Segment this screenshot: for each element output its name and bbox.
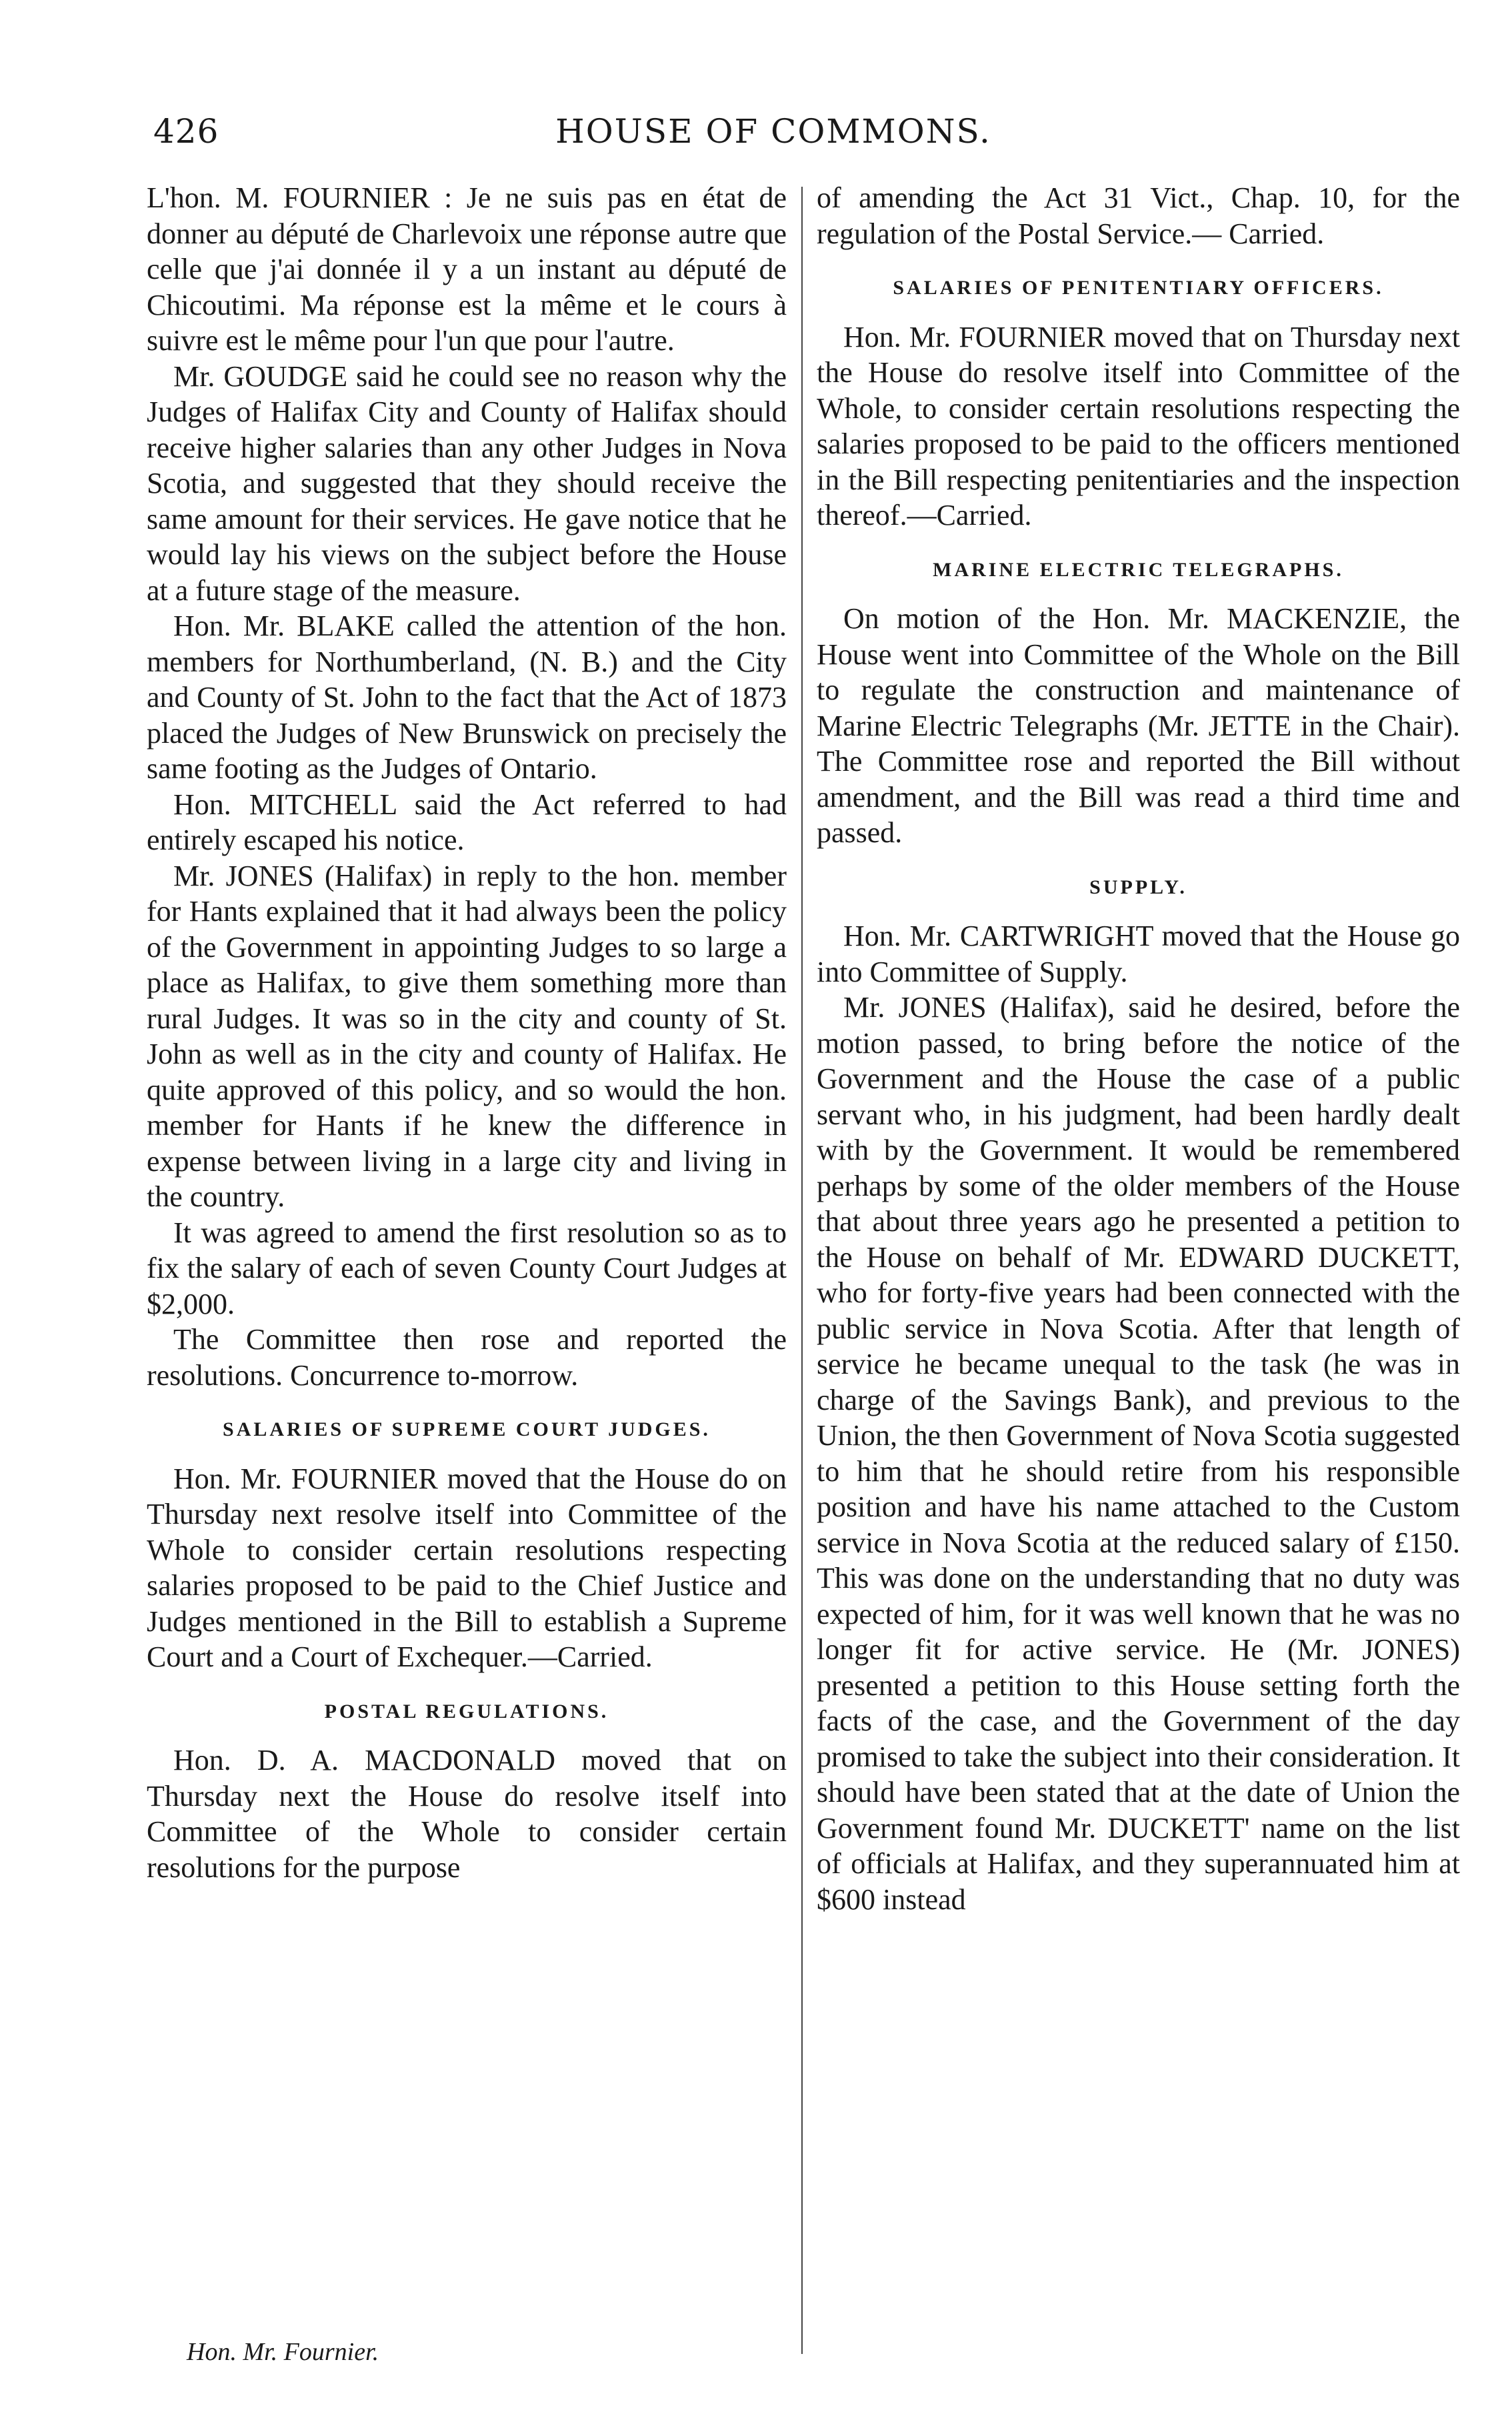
paragraph: Hon. D. A. MACDONALD moved that on Thursday next the House do resolve itself into Committee of the Whole to consider certain resolutions for the purpose <box>147 1744 787 1884</box>
running-head: HOUSE OF COMMONS. <box>555 112 991 151</box>
section-heading: SALARIES OF PENITENTIARY OFFICERS. <box>893 277 1384 299</box>
paragraph: Mr. JONES (Halifax) in reply to the hon. member for Hants explained that it had always been the policy of the Government in appointing Judges to so large a place as Halifax, to give them something more than rural Judges. It was so in the city and county of St. John as well as in the city and county of Halifax. He quite approved of this policy, and so would the hon. member for Hants if he knew the difference in expense between living in a large city and living in the country. <box>147 859 787 1213</box>
page-number: 426 <box>153 112 219 151</box>
page-header <box>153 112 1393 165</box>
section-heading: SUPPLY. <box>1089 876 1187 898</box>
paragraph: L'hon. M. FOURNIER : Je ne suis pas en état de donner au député de Charlevoix une réponse autre que celle que j'ai donnée il y a un instant au député de Chicoutimi. Ma réponse est la même et le cours à suivre est le même pour l'un que pour l'autre. <box>147 181 787 357</box>
column-divider <box>801 187 803 2354</box>
paragraph: The Committee then rose and reported the resolutions. Concurrence to-morrow. <box>147 1323 787 1392</box>
paragraph: of amending the Act 31 Vict., Chap. 10, for the regulation of the Postal Service.— Carried. <box>817 181 1460 250</box>
paragraph: Mr. GOUDGE said he could see no reason why the Judges of Halifax City and County of Halifax should receive higher salaries than any other Judges in Nova Scotia, and suggested that they should receive the same amount for their services. He gave notice that he would lay his views on the subject before the House at a future stage of the measure. <box>147 359 787 607</box>
paragraph: On motion of the Hon. Mr. MACKENZIE, the House went into Committee of the Whole on the Bill to regulate the construction and maintenance of Marine Electric Telegraphs (Mr. JETTE in the Chair). The Committee rose and reported the Bill without amendment, and the Bill was read a third time and passed. <box>817 602 1460 849</box>
paragraph: Hon. Mr. BLAKE called the attention of the hon. members for Northumberland, (N. B.) and the City and County of St. John to the fact that the Act of 1873 placed the Judges of New Brunswick on precisely the same footing as the Judges of Ontario. <box>147 610 787 785</box>
footer-note: Hon. Mr. Fournier. <box>187 2338 379 2366</box>
section-heading: MARINE ELECTRIC TELEGRAPHS. <box>933 558 1344 581</box>
section-heading: SALARIES OF SUPREME COURT JUDGES. <box>223 1418 711 1440</box>
left-column <box>147 180 787 1885</box>
paragraph: Mr. JONES (Halifax), said he desired, before the motion passed, to bring before the notice of the Government and the House the case of a public servant who, in his judgment, had been hardly dealt with by the Government. It would be remembered perhaps by some of the older members of the House that about three years ago he presented a petition to the House on behalf of Mr. EDWARD DUCKETT, who for forty-five years had been connected with the public service in Nova Scotia. After that length of service he became unequal to the task (he was in charge of the Savings Bank), and previous to the Union, the then Government of Nova Scotia suggested to him that he should retire from his responsible position and have his name attached to the Custom service in Nova Scotia at the reduced salary of £150. This was done on the understanding that no duty was expected of him, for it was well known that he was no longer fit for active service. He (Mr. JONES) presented a petition to this House setting forth the facts of the case, and the Government of the day promised to take the subject into their consideration. It should have been stated that at the date of Union the Government found Mr. DUCKETT' name on the list of officials at Halifax, and they superannuated him at $600 instead <box>817 991 1460 1916</box>
paragraph: Hon. Mr. FOURNIER moved that the House do on Thursday next resolve itself into Committee of the Whole to consider certain resolutions respecting salaries proposed to be paid to the Chief Justice and Judges mentioned in the Bill to establish a Supreme Court and a Court of Exchequer.—Carried. <box>147 1462 787 1673</box>
paragraph: Hon. Mr. FOURNIER moved that on Thursday next the House do resolve itself into Committee of the Whole, to consider certain resolutions respecting the salaries proposed to be paid to the officers mentioned in the Bill respecting penitentiaries and the inspection thereof.—Carried. <box>817 320 1460 531</box>
paragraph: Hon. MITCHELL said the Act referred to had entirely escaped his notice. <box>147 788 787 856</box>
right-column <box>817 180 1460 1917</box>
paragraph: Hon. Mr. CARTWRIGHT moved that the House go into Committee of Supply. <box>817 920 1460 988</box>
section-heading: POSTAL REGULATIONS. <box>324 1700 609 1722</box>
paragraph: It was agreed to amend the first resolution so as to fix the salary of each of seven County Court Judges at $2,000. <box>147 1216 787 1320</box>
